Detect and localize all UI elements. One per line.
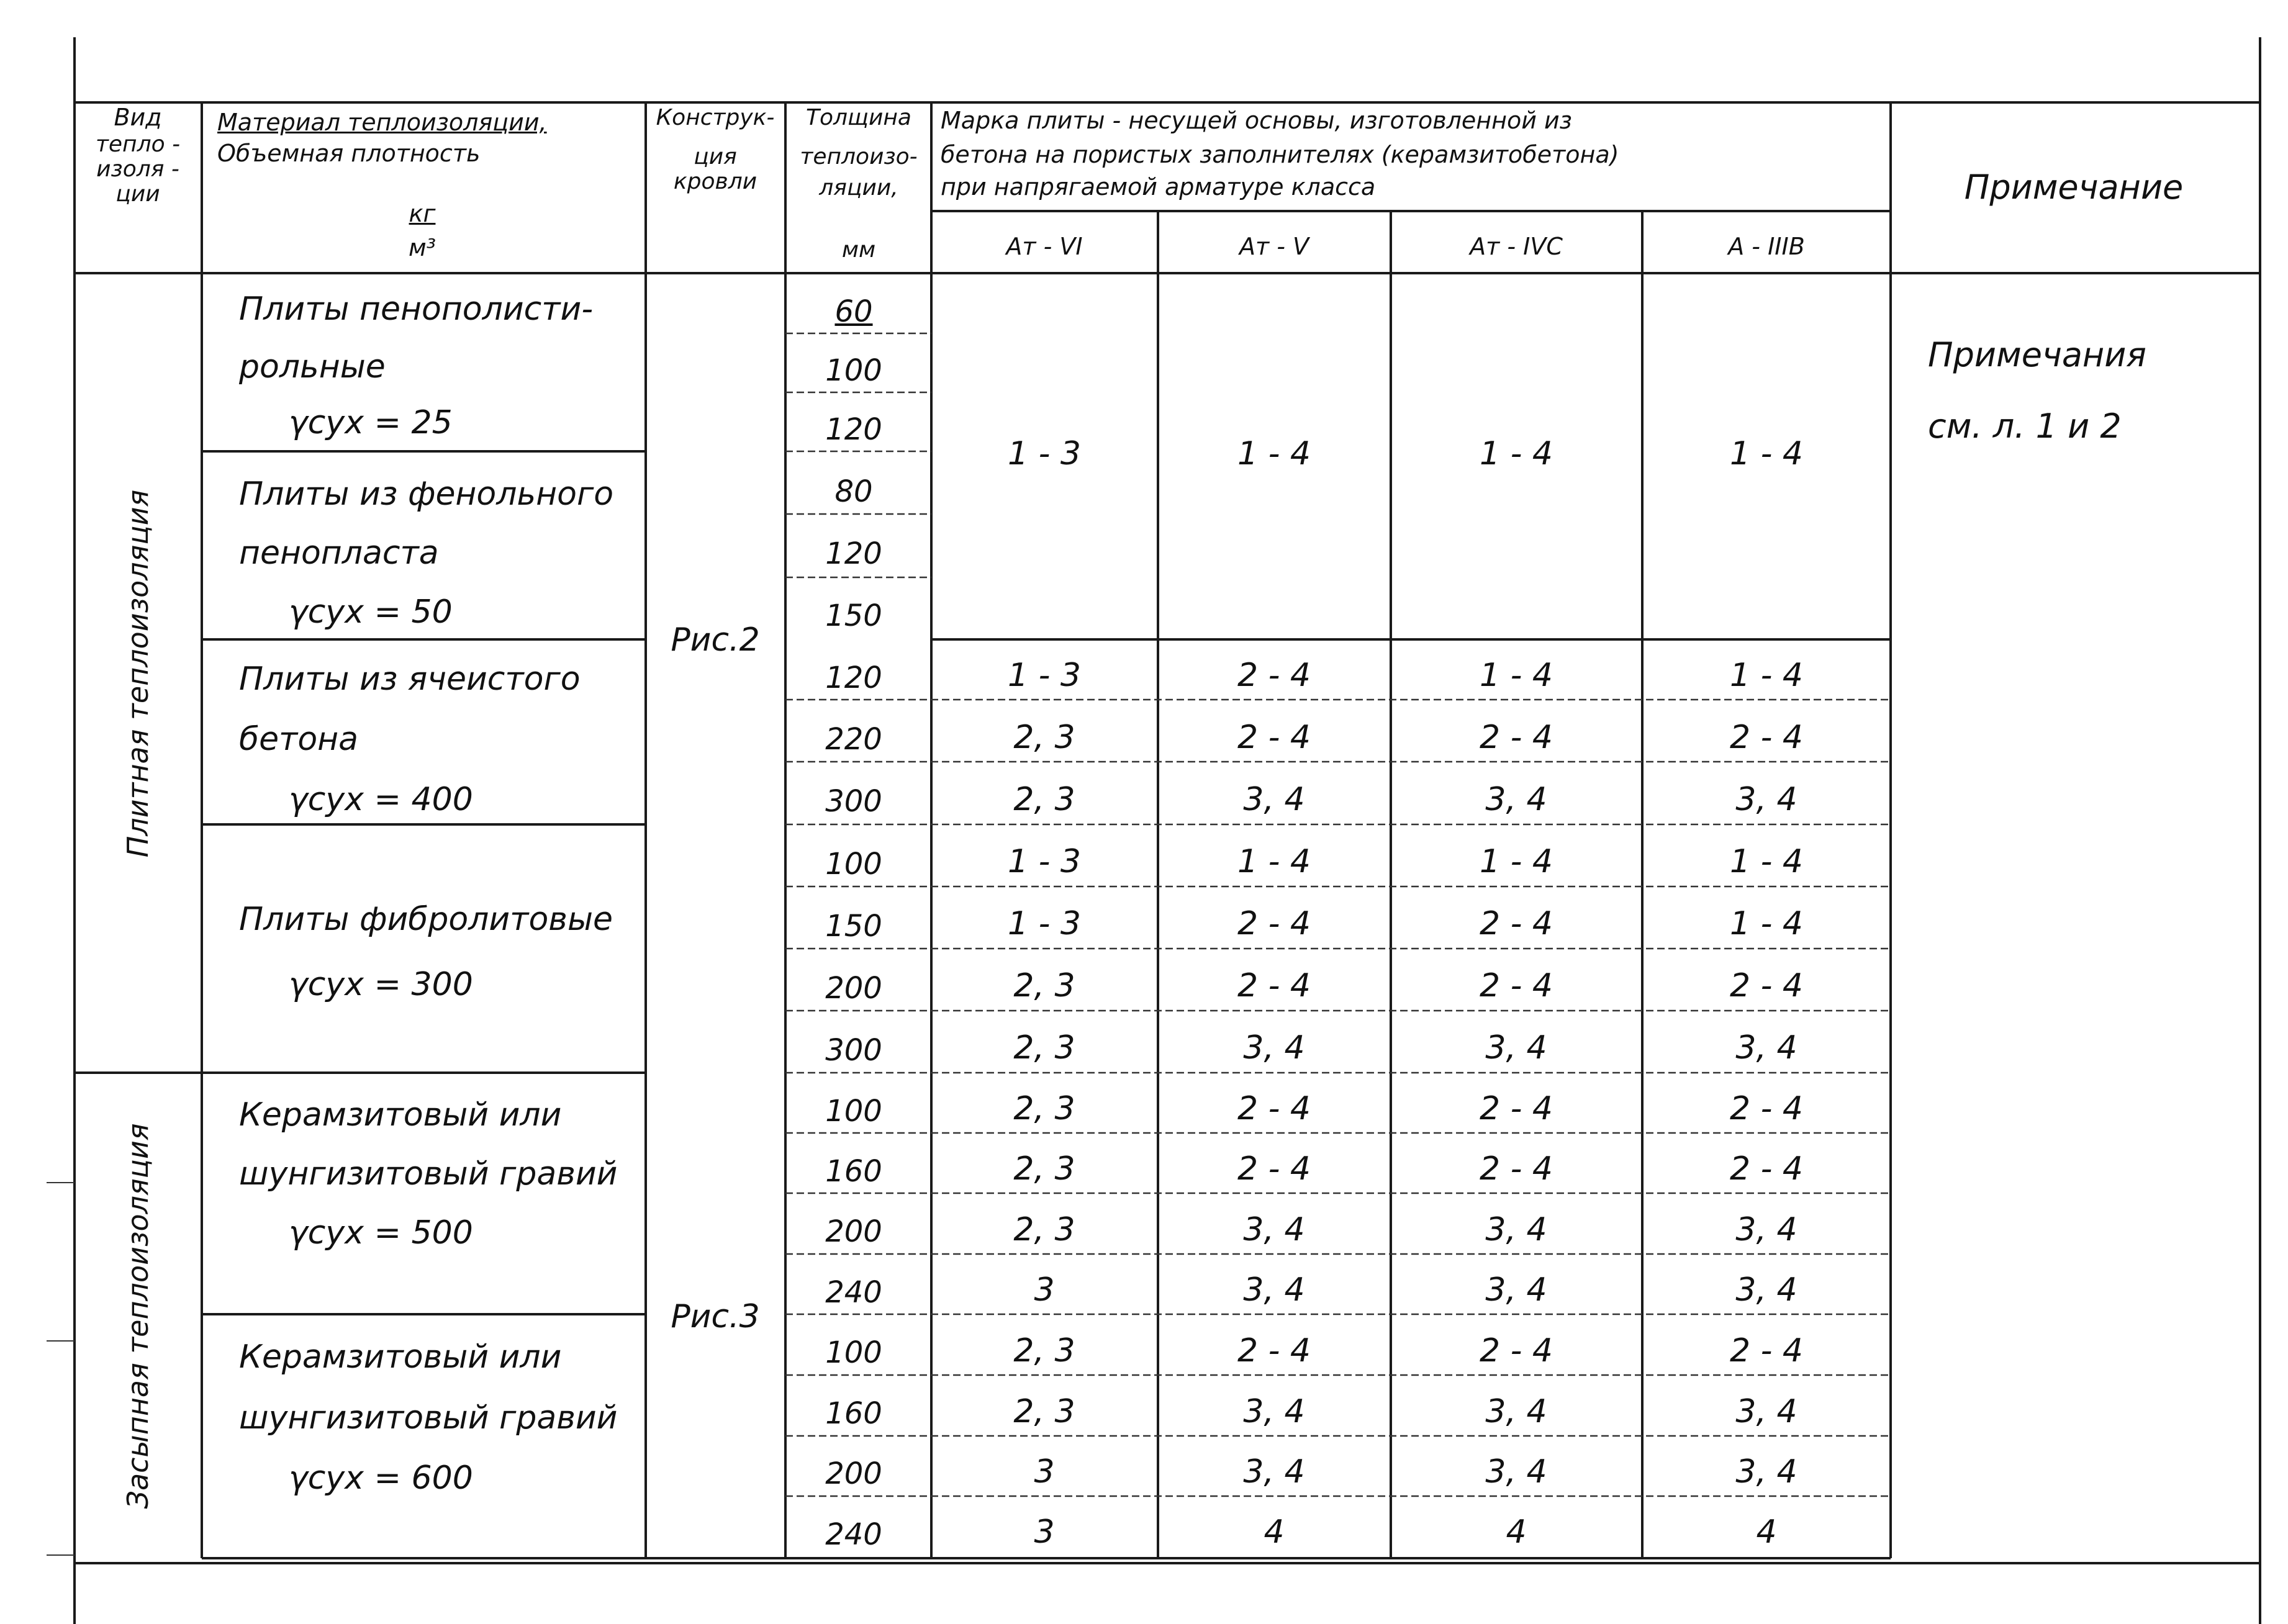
material-density: γсух = 500 bbox=[289, 1214, 473, 1252]
grade-cell: 3, 4 bbox=[1485, 1211, 1547, 1248]
header-density-unit-den: м³ bbox=[409, 234, 436, 261]
grade-cell: 1 - 3 bbox=[1008, 657, 1081, 694]
thickness-cell: 220 bbox=[825, 722, 882, 757]
grade-cell: 1 - 4 bbox=[1237, 843, 1311, 880]
thickness-cell: 150 bbox=[825, 909, 882, 944]
header-grade-class-4: А - IIIВ bbox=[1728, 233, 1805, 260]
thickness-cell: 100 bbox=[825, 1094, 882, 1129]
grade-cell: 3, 4 bbox=[1735, 1211, 1797, 1248]
grade-cell: 3 bbox=[1034, 1271, 1055, 1309]
thickness-cell: 150 bbox=[825, 598, 882, 633]
grade-cell: 2 - 4 bbox=[1237, 905, 1311, 942]
material-density: γсух = 50 bbox=[289, 593, 453, 631]
grade-cell: 1 - 4 bbox=[1237, 435, 1311, 472]
grade-cell: 2 - 4 bbox=[1237, 967, 1311, 1004]
grade-cell: 2, 3 bbox=[1013, 1332, 1075, 1369]
header-grade-line-2: бетона на пористых заполнителях (керамзитобетона) bbox=[941, 141, 1619, 168]
grade-cell: 3, 4 bbox=[1735, 1453, 1797, 1491]
remarks-line-1: Примечания bbox=[1928, 335, 2146, 374]
material-line: Плиты из ячеистого bbox=[239, 661, 581, 698]
thickness-cell: 100 bbox=[825, 1335, 882, 1370]
grade-cell: 2 - 4 bbox=[1480, 719, 1553, 756]
grade-cell: 2 - 4 bbox=[1237, 657, 1311, 694]
grade-cell: 2 - 4 bbox=[1730, 967, 1803, 1004]
grade-cell: 3, 4 bbox=[1485, 1271, 1547, 1309]
thickness-cell: 160 bbox=[825, 1396, 882, 1431]
grade-cell: 2 - 4 bbox=[1480, 967, 1553, 1004]
grade-cell: 2, 3 bbox=[1013, 1211, 1075, 1248]
header-construction-line-1: Конструк- bbox=[656, 105, 775, 130]
grade-cell: 2 - 4 bbox=[1730, 1090, 1803, 1127]
header-material-line-1: Материал теплоизоляции, bbox=[217, 109, 547, 136]
grade-cell: 1 - 4 bbox=[1480, 435, 1553, 472]
thickness-cell: 200 bbox=[825, 1456, 882, 1491]
grade-cell: 2, 3 bbox=[1013, 1029, 1075, 1067]
grade-cell: 3, 4 bbox=[1485, 781, 1547, 818]
material-line: Плиты пенополисти- bbox=[239, 291, 594, 328]
grade-cell: 3, 4 bbox=[1243, 781, 1305, 818]
grade-cell: 2 - 4 bbox=[1480, 1150, 1553, 1188]
remarks-line-2: см. л. 1 и 2 bbox=[1928, 407, 2122, 446]
header-remarks: Примечание bbox=[1964, 168, 2184, 207]
grade-cell: 2 - 4 bbox=[1237, 1332, 1311, 1369]
grade-cell: 1 - 3 bbox=[1008, 905, 1081, 942]
thickness-cell: 240 bbox=[825, 1517, 882, 1552]
grade-cell: 2, 3 bbox=[1013, 1090, 1075, 1127]
header-thickness-unit: мм bbox=[841, 237, 876, 263]
grade-cell: 3, 4 bbox=[1243, 1211, 1305, 1248]
grade-cell: 3 bbox=[1034, 1513, 1055, 1551]
thickness-cell: 120 bbox=[825, 536, 882, 571]
material-density: γсух = 600 bbox=[289, 1459, 473, 1497]
thickness-cell: 100 bbox=[825, 353, 882, 388]
grade-cell: 1 - 4 bbox=[1730, 905, 1803, 942]
grade-cell: 1 - 4 bbox=[1480, 657, 1553, 694]
material-line: пенопласта bbox=[239, 535, 439, 572]
material-line: Плиты фибролитовые bbox=[239, 901, 613, 938]
grade-cell: 3, 4 bbox=[1243, 1393, 1305, 1430]
header-grade-class-3: Ат - IVС bbox=[1470, 233, 1563, 260]
grade-cell: 2, 3 bbox=[1013, 719, 1075, 756]
grade-cell: 2, 3 bbox=[1013, 781, 1075, 818]
header-grade-class-1: Ат - VI bbox=[1006, 233, 1083, 260]
material-line: Керамзитовый или bbox=[239, 1096, 562, 1134]
thickness-cell: 240 bbox=[825, 1275, 882, 1310]
thickness-cell: 80 bbox=[834, 474, 873, 509]
grade-cell: 3, 4 bbox=[1735, 1271, 1797, 1309]
header-grade-line-1: Марка плиты - несущей основы, изготовленной из bbox=[941, 107, 1572, 134]
material-line: Плиты из фенольного bbox=[239, 476, 614, 513]
grade-cell: 2 - 4 bbox=[1480, 1090, 1553, 1127]
grade-cell: 2 - 4 bbox=[1237, 1090, 1311, 1127]
material-line: рольные bbox=[239, 348, 386, 386]
grade-cell: 1 - 3 bbox=[1008, 435, 1081, 472]
thickness-cell: 300 bbox=[825, 784, 882, 819]
header-construction-line-2: ция bbox=[694, 144, 737, 169]
header-material-line-2: Объемная плотность bbox=[217, 140, 481, 167]
grade-cell: 1 - 4 bbox=[1730, 843, 1803, 880]
grade-cell: 2 - 4 bbox=[1480, 1332, 1553, 1369]
material-density: γсух = 400 bbox=[289, 781, 473, 818]
material-density: γсух = 300 bbox=[289, 966, 473, 1003]
header-type-line-2: тепло - bbox=[95, 132, 181, 157]
grade-cell: 3, 4 bbox=[1735, 1029, 1797, 1067]
grade-cell: 2, 3 bbox=[1013, 1393, 1075, 1430]
header-density-unit-num: кг bbox=[409, 200, 436, 227]
grade-cell: 4 bbox=[1264, 1513, 1285, 1551]
material-density: γсух = 25 bbox=[289, 404, 453, 441]
grade-cell: 2, 3 bbox=[1013, 967, 1075, 1004]
grade-cell: 2 - 4 bbox=[1237, 719, 1311, 756]
thickness-cell: 200 bbox=[825, 971, 882, 1006]
grade-cell: 3, 4 bbox=[1485, 1393, 1547, 1430]
construction-fig-2: Рис.2 bbox=[671, 621, 760, 659]
header-grade-class-2: Ат - V bbox=[1239, 233, 1309, 260]
thickness-cell: 160 bbox=[825, 1154, 882, 1189]
material-line: шунгизитовый гравий bbox=[239, 1399, 618, 1437]
thickness-cell: 300 bbox=[825, 1033, 882, 1068]
grade-cell: 2 - 4 bbox=[1480, 905, 1553, 942]
grade-cell: 3, 4 bbox=[1243, 1453, 1305, 1491]
thickness-cell: 200 bbox=[825, 1214, 882, 1249]
header-thickness-line-3: ляции, bbox=[819, 175, 898, 201]
grade-cell: 1 - 4 bbox=[1730, 435, 1803, 472]
grade-cell: 1 - 3 bbox=[1008, 843, 1081, 880]
material-line: бетона bbox=[239, 721, 359, 758]
grade-cell: 2 - 4 bbox=[1730, 719, 1803, 756]
grade-cell: 1 - 4 bbox=[1730, 657, 1803, 694]
material-line: шунгизитовый гравий bbox=[239, 1155, 618, 1193]
header-type-line-4: ции bbox=[115, 181, 160, 207]
grade-cell: 4 bbox=[1506, 1513, 1527, 1551]
grade-cell: 3, 4 bbox=[1243, 1271, 1305, 1309]
grade-cell: 3, 4 bbox=[1243, 1029, 1305, 1067]
grade-cell: 2 - 4 bbox=[1237, 1150, 1311, 1188]
grade-cell: 4 bbox=[1756, 1513, 1777, 1551]
header-grade-line-3: при напрягаемой арматуре класса bbox=[941, 173, 1376, 201]
grade-cell: 3, 4 bbox=[1735, 781, 1797, 818]
thickness-cell: 100 bbox=[825, 847, 882, 882]
header-type-line-1: Вид bbox=[114, 104, 162, 131]
section-label-fill: Засыпная теплоизоляция bbox=[121, 1123, 155, 1509]
header-type-line-3: изоля - bbox=[96, 156, 179, 182]
grade-cell: 3, 4 bbox=[1735, 1393, 1797, 1430]
thickness-cell: 120 bbox=[825, 661, 882, 695]
grade-cell: 3, 4 bbox=[1485, 1029, 1547, 1067]
thickness-cell: 120 bbox=[825, 412, 882, 447]
header-thickness-line-2: теплоизо- bbox=[800, 144, 918, 169]
grade-cell: 3, 4 bbox=[1485, 1453, 1547, 1491]
grade-cell: 2, 3 bbox=[1013, 1150, 1075, 1188]
grade-cell: 3 bbox=[1034, 1453, 1055, 1491]
header-thickness-line-1: Толщина bbox=[806, 105, 911, 130]
section-label-slab: Плитная теплоизоляция bbox=[121, 489, 155, 858]
construction-fig-3: Рис.3 bbox=[671, 1298, 760, 1335]
material-line: Керамзитовый или bbox=[239, 1338, 562, 1376]
header-construction-line-3: кровли bbox=[673, 169, 757, 194]
grade-cell: 2 - 4 bbox=[1730, 1150, 1803, 1188]
grade-cell: 2 - 4 bbox=[1730, 1332, 1803, 1369]
grade-cell: 1 - 4 bbox=[1480, 843, 1553, 880]
thickness-cell: 60 bbox=[834, 294, 873, 329]
